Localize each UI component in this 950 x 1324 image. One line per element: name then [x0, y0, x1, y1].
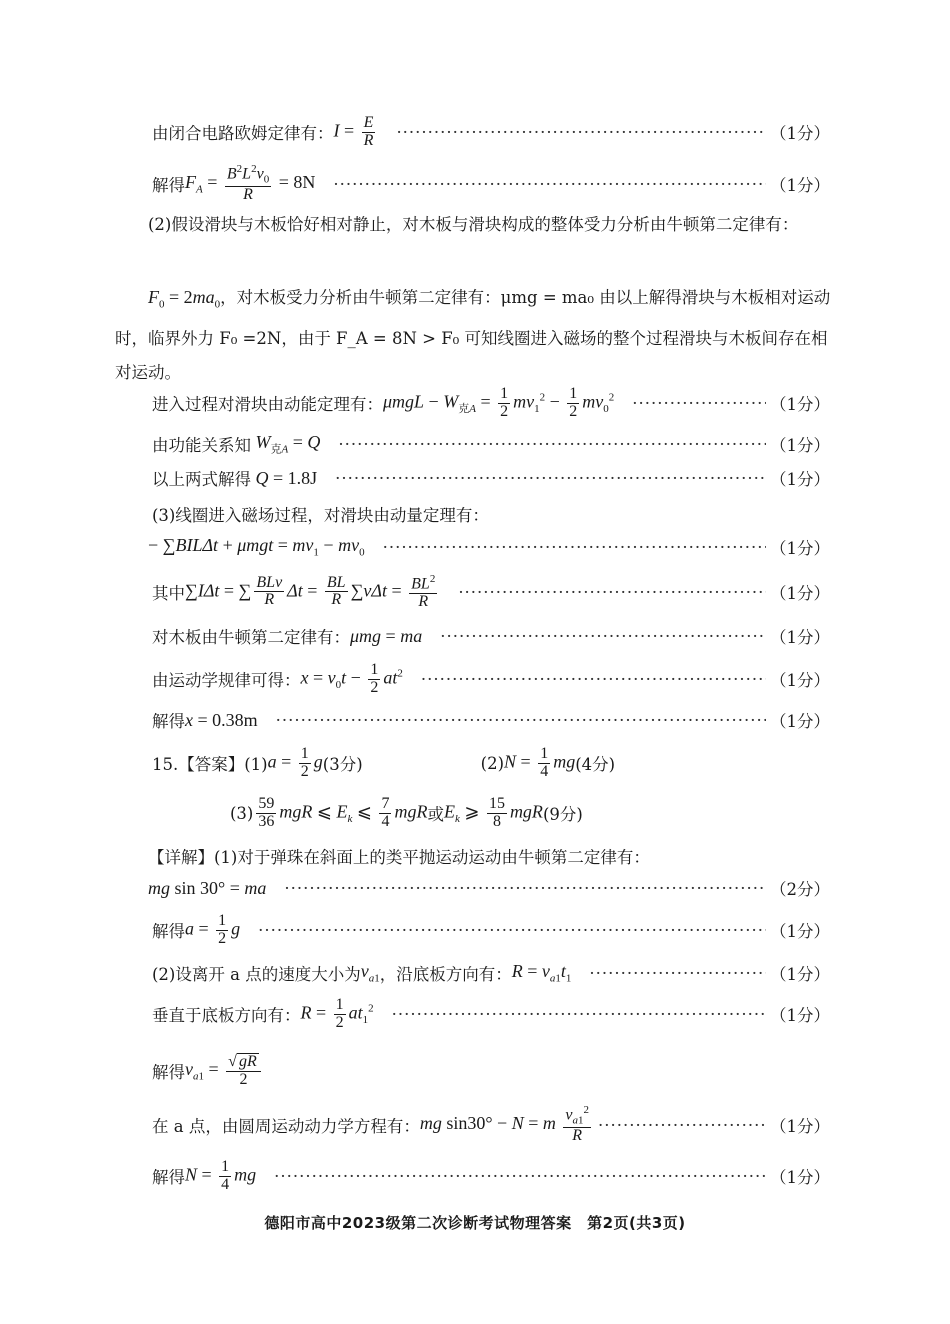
line-text: 解得 [152, 1168, 185, 1187]
line-ohm-law [152, 112, 830, 152]
score: (3分) [322, 755, 363, 774]
formula: − $\sum BIL\Delta t + \mu mgt = mv_1 - mv_0$ [148, 535, 365, 559]
detail-line8 [152, 1154, 830, 1198]
line-text: 解得 [152, 712, 185, 731]
leader-dots [258, 921, 766, 940]
score: （1分） [770, 176, 830, 195]
q15-part3: (3) [230, 803, 254, 823]
line-text: (3)线圈进入磁场过程，对滑块由动量定理有： [152, 506, 489, 525]
line-text: 垂直于底板方向有： [152, 1006, 301, 1025]
formula: μmg = ma [350, 625, 423, 646]
line-text: 【详解】(1)对于弹珠在斜面上的类平抛运动运动由牛顿第二定律有： [148, 848, 650, 867]
line-text: 由功能关系知 [152, 436, 251, 455]
leader-dots [421, 670, 766, 689]
formula: I = $\frac{E}{R}$ [333, 113, 374, 149]
q15-head: 15.【答案】(1) [152, 755, 268, 774]
line-text: 由运动学规律可得： [152, 671, 301, 690]
leader-dots [458, 583, 766, 602]
score: （1分） [770, 1117, 830, 1136]
score: （2分） [770, 880, 830, 899]
formula: ∑IΔt = ∑ $\frac{\text{BLv}}{R}$ Δt = $\frac{BL}{R}$ ∑vΔt = $\frac{BL^2}{R}$ [185, 572, 436, 610]
leader-dots [338, 435, 766, 454]
line-board-newton [152, 622, 830, 650]
formula: mg sin30° − N = m $\frac{v_{a1}^2}{R}$ [419, 1104, 589, 1145]
score: （1分） [770, 539, 830, 558]
formula: $\mu mgL - W_{克A}$ = $\frac{1}{2}$ $mv_1^2$ − $\frac{1}{2}$ $mv_0^2$ [383, 384, 615, 420]
formula: mg sin 30° = ma [148, 877, 267, 898]
line-text: 进入过程对滑块由动能定理有： [152, 395, 383, 414]
score: （1分） [770, 1168, 830, 1187]
line-text: 解得 [152, 1063, 185, 1082]
line-text: 对木板由牛顿第二定律有： [152, 628, 350, 647]
line-displacement [152, 706, 830, 734]
line-kinetic-energy [152, 382, 830, 424]
line-text: 解得 [152, 176, 185, 195]
line-momentum [148, 532, 830, 562]
detail-line2 [148, 874, 830, 902]
line-text: 以上两式解得 [152, 470, 251, 489]
line-text: 解得 [152, 922, 185, 941]
line-text: 由闭合电路欧姆定律有： [152, 124, 334, 143]
or-word: 或 [427, 805, 444, 824]
score: （1分） [770, 395, 830, 414]
line-text: ，沿底板方向有： [379, 965, 512, 984]
formula: R = $\frac{1}{2}$ $at_1^2$ [300, 995, 374, 1031]
formula: $F_A$ = $\frac{B^2L^2v_0}{R}$ = 8N [185, 163, 316, 204]
score: （1分） [770, 922, 830, 941]
formula: $x = v_0t$ − $\frac{1}{2}$ $at^2$ [300, 660, 403, 696]
detail-line7 [152, 1102, 830, 1148]
leader-dots [396, 123, 766, 142]
line-work-energy [152, 430, 830, 458]
score: （1分） [770, 628, 830, 647]
formula: a = $\frac{1}{2}$ g [185, 911, 241, 947]
score: (9分) [542, 805, 583, 824]
formula: $v_{a1}$ = √ gR 2 [185, 1053, 264, 1089]
leader-dots [284, 879, 766, 898]
formula: $W_{克A} = Q$ [255, 431, 321, 456]
leader-dots [632, 394, 766, 413]
formula: Q = 1.8J [255, 467, 318, 488]
score: （1分） [770, 965, 830, 984]
formula: N = $\frac{1}{4}$ mg [185, 1157, 257, 1193]
paragraph-part2: (2)假设滑块与木板恰好相对静止，对木板与滑块构成的整体受力分析由牛顿第二定律有： [148, 215, 799, 234]
score: （1分） [770, 436, 830, 455]
leader-dots [383, 538, 766, 557]
score: (4分) [575, 755, 616, 774]
line-text: 在 a 点，由圆周运动动力学方程有： [152, 1117, 420, 1136]
leader-dots [274, 1167, 766, 1186]
score: （1分） [770, 671, 830, 690]
leader-dots [333, 175, 766, 194]
score: （1分） [770, 712, 830, 731]
leader-dots [589, 964, 766, 983]
detail-line6 [152, 1044, 830, 1098]
detail-line1 [148, 842, 830, 870]
score: （1分） [770, 124, 830, 143]
line-heat [152, 464, 830, 492]
q15-answer-line1: 15.【答案】(1) a = $\frac{1}{2}$ g (3分) (2) N = $\frac{1}{4}$ mg (4分) [152, 744, 616, 780]
leader-dots [392, 1005, 766, 1024]
leader-dots [440, 627, 766, 646]
page-footer: 德阳市高中2023级第二次诊断考试物理答案 第2页(共3页) [264, 1214, 686, 1232]
detail-line3 [152, 908, 830, 952]
line-part3 [152, 500, 830, 528]
q15-answer-line2: (3) $\frac{59}{36}$ mgR ⩽ $E_k$ ⩽ $\frac{7}{4}$ mgR 或 $E_k$ ⩾ $\frac{15}{8}$ mgR (9分) [230, 794, 583, 830]
q15-part2: (2) [480, 753, 505, 773]
line-force [152, 162, 830, 206]
score: （1分） [770, 584, 830, 603]
formula: x = 0.38m [185, 709, 258, 730]
formula: $R = v_{a1}t_1$ [511, 961, 572, 985]
leader-dots [276, 711, 766, 730]
line-text: ，对木板受力分析由牛顿第二定律有：μmg = ma₀ 由以上解得滑块与木板相对运动时，临界外力 F₀ =2N，由于 F_A = 8N > F₀ 可知线圈进入磁场的整个过程滑块与木板间存在相对运动。 [115, 288, 831, 382]
score: （1分） [770, 1006, 830, 1025]
detail-line4: (2)设离开 a 点的速度大小为 $v_{a1}$ ，沿底板方向有： $R = v_{a1}t_1$ ····· （1分） [152, 958, 830, 988]
line-charge [152, 570, 830, 614]
detail-line5 [152, 992, 830, 1036]
leader-dots [335, 469, 766, 488]
line-kinematics [152, 658, 830, 700]
score: （1分） [770, 470, 830, 489]
leader-dots [598, 1116, 766, 1135]
paragraph-part2-cont: $F_0 = 2ma_0$，对木板受力分析由牛顿第二定律有：μmg = ma₀ 由以上解得滑块与木板相对运动时，临界外力 F₀ =2N，由于 F_A = 8N > F₀ 可知线圈进入磁场的整个过程滑块与木板间存在相对运动。 [115, 287, 831, 382]
line-text: (2)设离开 a 点的速度大小为 [152, 965, 361, 984]
line-text: 其中 [152, 584, 185, 603]
